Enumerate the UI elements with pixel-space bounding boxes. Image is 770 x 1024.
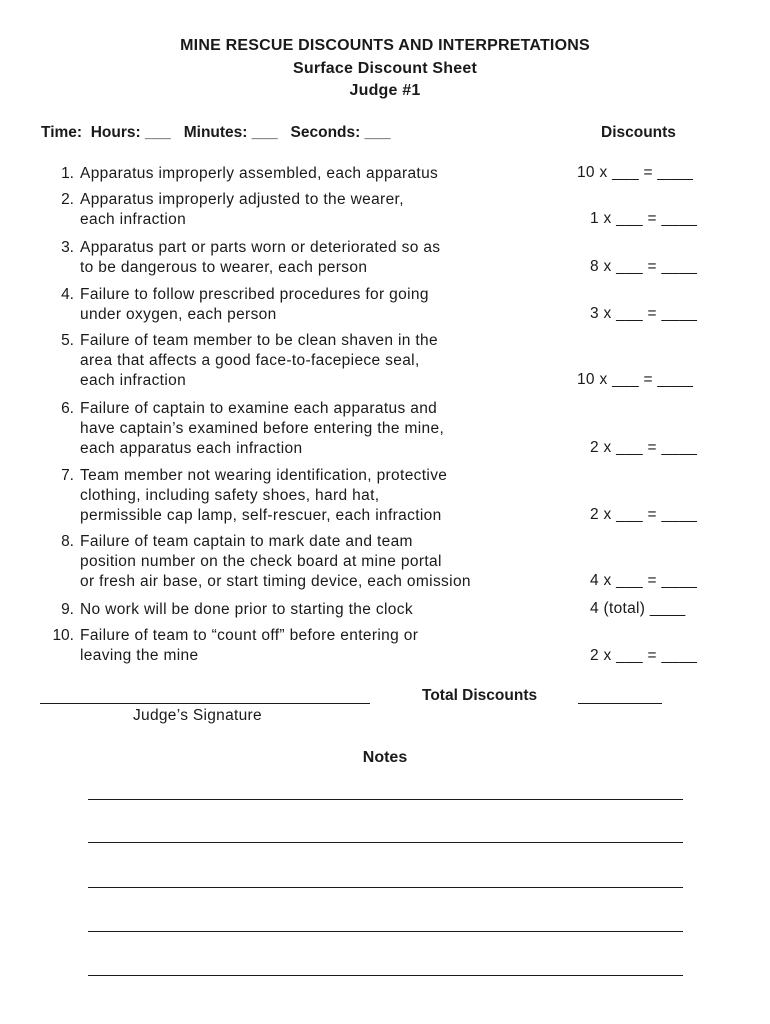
item-number: 10. — [52, 627, 74, 644]
item-text: No work will be done prior to starting the clock — [80, 601, 413, 618]
hours-field[interactable]: Hours: ___ — [90, 124, 171, 141]
item-text: Failure of team captain to mark date and team position number on the check board at mine portal or fresh air base, or start timing device, each omission — [80, 533, 471, 590]
item-text: Apparatus improperly adjusted to the wearer, each infraction — [80, 191, 404, 228]
item-text: Failure of team to “count off” before entering or leaving the mine — [80, 627, 419, 664]
item-discount-field[interactable]: 2 x ___ = ____ — [590, 506, 698, 523]
item-text: Failure of team member to be clean shaven in the area that affects a good face-to-facepiece seal, each infraction — [80, 332, 438, 389]
total-discounts-field[interactable] — [578, 703, 662, 704]
judge-label: Judge #1 — [349, 82, 421, 99]
item-number: 2. — [61, 191, 74, 208]
time-row — [41, 124, 390, 142]
item-text: Team member not wearing identification, protective clothing, including safety shoes, hard hat, permissible cap lamp, self-rescuer, each infraction — [80, 467, 448, 524]
signature-line[interactable] — [40, 703, 370, 704]
item-discount-field[interactable]: 4 x ___ = ____ — [590, 572, 698, 589]
item-discount-field[interactable]: 4 (total) ____ — [590, 600, 686, 617]
item-discount-field[interactable]: 10 x ___ = ____ — [577, 164, 694, 181]
item-number: 5. — [61, 332, 74, 349]
discounts-header: Discounts — [601, 124, 676, 141]
item-discount-field[interactable]: 10 x ___ = ____ — [577, 371, 694, 388]
document-title: MINE RESCUE DISCOUNTS AND INTERPRETATIONS — [180, 37, 590, 54]
total-discounts-label: Total Discounts — [422, 687, 538, 704]
item-discount-field[interactable]: 2 x ___ = ____ — [590, 439, 698, 456]
item-discount-field[interactable]: 1 x ___ = ____ — [590, 210, 698, 227]
item-number: 8. — [61, 533, 74, 550]
item-text: Failure to follow prescribed procedures for going under oxygen, each person — [80, 286, 429, 323]
item-discount-field[interactable]: 2 x ___ = ____ — [590, 647, 698, 664]
item-number: 7. — [61, 467, 74, 484]
item-number: 1. — [61, 165, 74, 182]
notes-title: Notes — [362, 749, 408, 766]
item-text: Failure of captain to examine each apparatus and have captain’s examined before entering the mine, each apparatus each infraction — [80, 400, 445, 457]
notes-line[interactable] — [88, 842, 683, 843]
document-subtitle: Surface Discount Sheet — [292, 60, 477, 77]
minutes-field[interactable]: Minutes: ___ — [183, 124, 278, 141]
notes-line[interactable] — [88, 887, 683, 888]
notes-line[interactable] — [88, 799, 683, 800]
time-label: Time: — [41, 124, 83, 141]
item-number: 9. — [61, 601, 74, 618]
item-discount-field[interactable]: 3 x ___ = ____ — [590, 305, 698, 322]
signature-label: Judge’s Signature — [133, 707, 262, 724]
notes-line[interactable] — [88, 931, 683, 932]
item-number: 3. — [61, 239, 74, 256]
item-discount-field[interactable]: 8 x ___ = ____ — [590, 258, 698, 275]
item-text: Apparatus part or parts worn or deteriorated so as to be dangerous to wearer, each person — [80, 239, 441, 276]
seconds-field[interactable]: Seconds: ___ — [290, 124, 391, 141]
item-text: Apparatus improperly assembled, each apparatus — [80, 165, 439, 182]
item-number: 6. — [61, 400, 74, 417]
item-number: 4. — [61, 286, 74, 303]
notes-line[interactable] — [88, 975, 683, 976]
